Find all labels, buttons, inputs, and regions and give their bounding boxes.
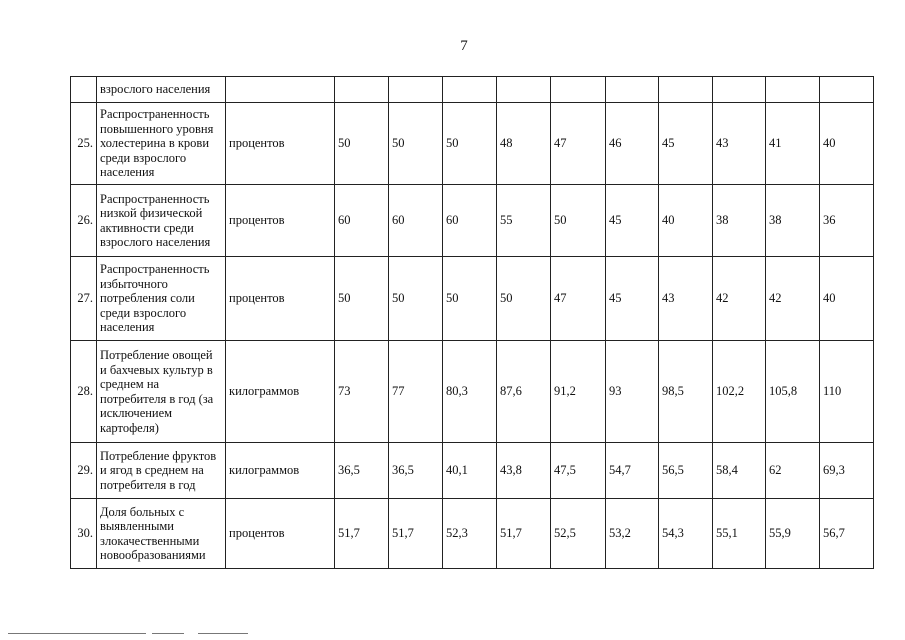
empty-cell xyxy=(659,77,713,103)
value-cell: 43,8 xyxy=(497,443,551,499)
value-cell: 52,3 xyxy=(443,499,497,569)
row-number: 26. xyxy=(71,185,97,257)
value-cell: 50 xyxy=(443,257,497,341)
footer-rule-1 xyxy=(8,633,146,634)
value-cell: 69,3 xyxy=(820,443,874,499)
value-cell: 53,2 xyxy=(606,499,659,569)
value-cell: 40,1 xyxy=(443,443,497,499)
page-number: 7 xyxy=(460,38,468,54)
row-number: 25. xyxy=(71,103,97,185)
value-cell: 56,5 xyxy=(659,443,713,499)
value-cell: 48 xyxy=(497,103,551,185)
empty-cell xyxy=(443,77,497,103)
value-cell: 55,9 xyxy=(766,499,820,569)
value-cell: 62 xyxy=(766,443,820,499)
value-cell: 60 xyxy=(335,185,389,257)
value-cell: 50 xyxy=(335,257,389,341)
value-cell: 50 xyxy=(389,257,443,341)
value-cell: 50 xyxy=(497,257,551,341)
unit-cell: килограммов xyxy=(226,443,335,499)
value-cell: 60 xyxy=(389,185,443,257)
value-cell: 51,7 xyxy=(389,499,443,569)
indicators-table xyxy=(70,76,874,569)
value-cell: 50 xyxy=(551,185,606,257)
value-cell: 80,3 xyxy=(443,341,497,443)
value-cell: 38 xyxy=(766,185,820,257)
value-cell: 46 xyxy=(606,103,659,185)
empty-cell xyxy=(335,77,389,103)
value-cell: 40 xyxy=(820,257,874,341)
value-cell: 54,7 xyxy=(606,443,659,499)
value-cell: 47 xyxy=(551,103,606,185)
value-cell: 55,1 xyxy=(713,499,766,569)
value-cell: 43 xyxy=(713,103,766,185)
value-cell: 45 xyxy=(606,257,659,341)
table-row xyxy=(71,77,874,103)
value-cell: 41 xyxy=(766,103,820,185)
value-cell: 42 xyxy=(713,257,766,341)
table-row xyxy=(71,103,874,185)
value-cell: 50 xyxy=(335,103,389,185)
indicator-name: Доля больных с выявленными злокачественными новообразованиями xyxy=(97,499,226,569)
table-row xyxy=(71,185,874,257)
empty-cell xyxy=(766,77,820,103)
value-cell: 51,7 xyxy=(335,499,389,569)
value-cell: 56,7 xyxy=(820,499,874,569)
value-cell: 50 xyxy=(389,103,443,185)
unit-cell: процентов xyxy=(226,185,335,257)
row-number: 27. xyxy=(71,257,97,341)
value-cell: 87,6 xyxy=(497,341,551,443)
row-number: 29. xyxy=(71,443,97,499)
footer-rule-2 xyxy=(152,633,184,634)
table-row xyxy=(71,257,874,341)
value-cell: 77 xyxy=(389,341,443,443)
empty-cell xyxy=(226,77,335,103)
unit-cell: процентов xyxy=(226,103,335,185)
value-cell: 40 xyxy=(820,103,874,185)
unit-cell: процентов xyxy=(226,257,335,341)
value-cell: 43 xyxy=(659,257,713,341)
unit-cell: процентов xyxy=(226,499,335,569)
value-cell: 45 xyxy=(606,185,659,257)
value-cell: 55 xyxy=(497,185,551,257)
value-cell: 42 xyxy=(766,257,820,341)
value-cell: 40 xyxy=(659,185,713,257)
value-cell: 47 xyxy=(551,257,606,341)
value-cell: 110 xyxy=(820,341,874,443)
value-cell: 36,5 xyxy=(389,443,443,499)
value-cell: 50 xyxy=(443,103,497,185)
table-row xyxy=(71,499,874,569)
table-row xyxy=(71,341,874,443)
value-cell: 36,5 xyxy=(335,443,389,499)
value-cell: 105,8 xyxy=(766,341,820,443)
value-cell: 51,7 xyxy=(497,499,551,569)
empty-cell xyxy=(713,77,766,103)
empty-cell xyxy=(497,77,551,103)
indicator-name: Распространенность избыточного потребления соли среди взрослого населения xyxy=(97,257,226,341)
empty-cell xyxy=(551,77,606,103)
unit-cell: килограммов xyxy=(226,341,335,443)
footer-rule-3 xyxy=(198,633,248,634)
value-cell: 98,5 xyxy=(659,341,713,443)
indicator-name: Потребление овощей и бахчевых культур в среднем на потребителя в год (за исключением картофеля) xyxy=(97,341,226,443)
value-cell: 36 xyxy=(820,185,874,257)
value-cell: 54,3 xyxy=(659,499,713,569)
empty-cell xyxy=(606,77,659,103)
value-cell: 91,2 xyxy=(551,341,606,443)
empty-cell xyxy=(389,77,443,103)
value-cell: 102,2 xyxy=(713,341,766,443)
empty-cell xyxy=(820,77,874,103)
value-cell: 60 xyxy=(443,185,497,257)
value-cell: 73 xyxy=(335,341,389,443)
indicator-name: Потребление фруктов и ягод в среднем на потребителя в год xyxy=(97,443,226,499)
indicator-name: Распространенность низкой физической активности среди взрослого населения xyxy=(97,185,226,257)
indicator-name: Распространенность повышенного уровня холестерина в крови среди взрослого населения xyxy=(97,103,226,185)
value-cell: 93 xyxy=(606,341,659,443)
row-number: 28. xyxy=(71,341,97,443)
table-row xyxy=(71,443,874,499)
row-number: 30. xyxy=(71,499,97,569)
value-cell: 52,5 xyxy=(551,499,606,569)
value-cell: 58,4 xyxy=(713,443,766,499)
indicator-name: взрослого населения xyxy=(97,77,226,103)
value-cell: 45 xyxy=(659,103,713,185)
empty-cell xyxy=(71,77,97,103)
value-cell: 38 xyxy=(713,185,766,257)
value-cell: 47,5 xyxy=(551,443,606,499)
